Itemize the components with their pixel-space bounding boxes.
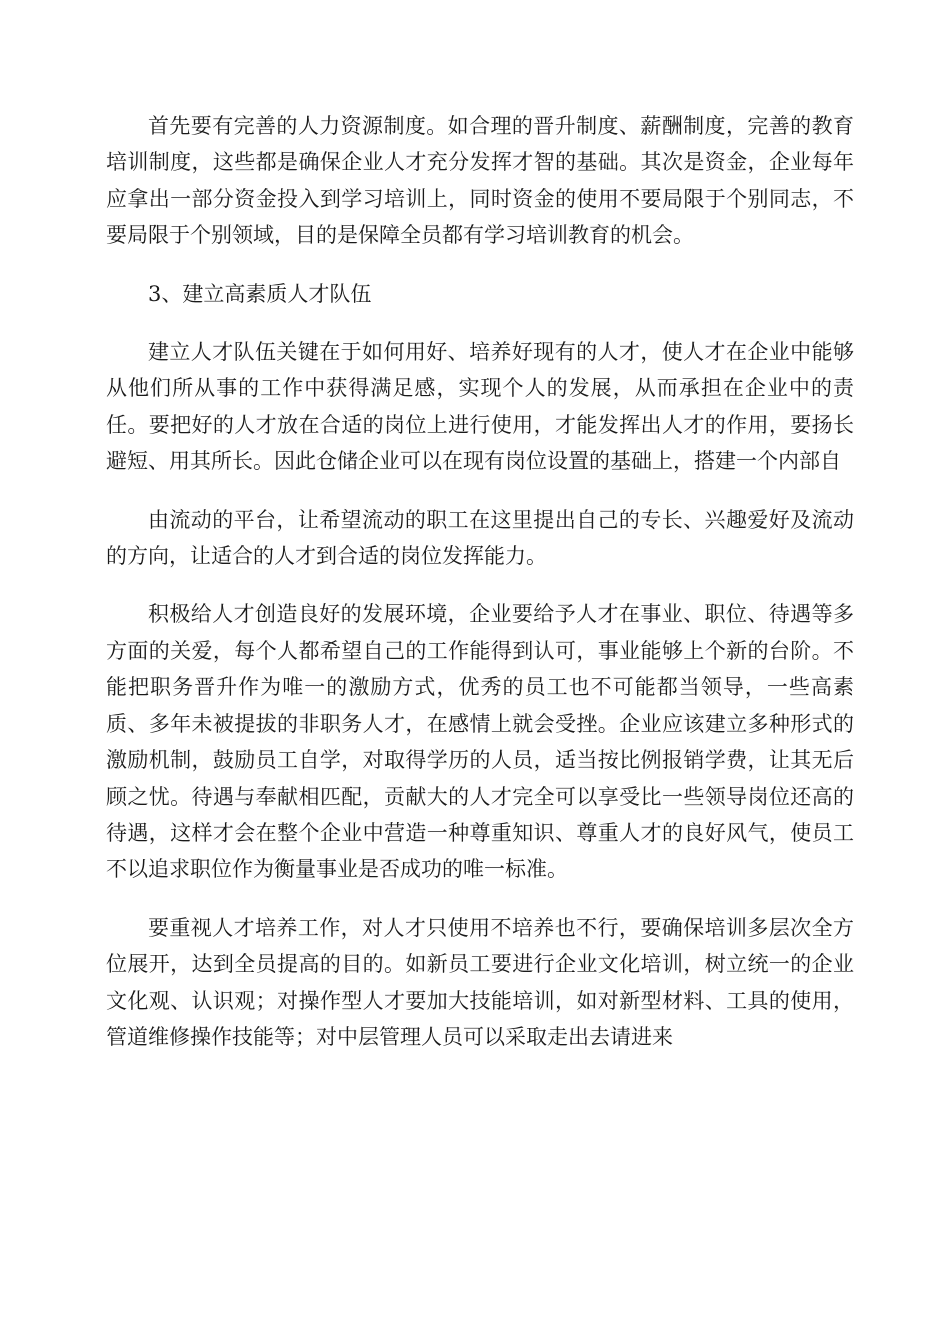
- document-body: [106, 108, 854, 1055]
- paragraph-hr-system: 首先要有完善的人力资源制度。如合理的晋升制度、薪酬制度，完善的教育培训制度，这些都是确保企业人才充分发挥才智的基础。其次是资金，企业每年应拿出一部分资金投入到学习培训上，同时资金的使用不要局限于个别同志，不要局限于个别领域，目的是保障全员都有学习培训教育的机会。: [106, 114, 854, 248]
- paragraph-gap: [106, 480, 854, 502]
- paragraph-talent-team: 建立人才队伍关键在于如何用好、培养好现有的人才，使人才在企业中能够从他们所从事的工作中获得满足感，实现个人的发展，从而承担在企业中的责任。要把好的人才放在合适的岗位上进行使用，才能发挥出人才的作用，要扬长避短、用其所长。因此仓储企业可以在现有岗位设置的基础上，搭建一个内部自: [106, 340, 854, 474]
- paragraph-gap: [106, 312, 854, 334]
- paragraph-environment: 积极给人才创造良好的发展环境，企业要给予人才在事业、职位、待遇等多方面的关爱，每个人都希望自己的工作能得到认可，事业能够上个新的台阶。不能把职务晋升作为唯一的激励方式，优秀的员工也不可能都当领导，一些高素质、多年未被提拔的非职务人才，在感情上就会受挫。企业应该建立多种形式的激励机制，鼓励员工自学，对取得学历的人员，适当按比例报销学费，让其无后顾之忧。待遇与奉献相匹配，贡献大的人才完全可以享受比一些领导岗位还高的待遇，这样才会在整个企业中营造一种尊重知识、尊重人才的良好风气，使员工不以追求职位作为衡量事业是否成功的唯一标准。: [106, 602, 854, 882]
- paragraph-gap: [106, 574, 854, 596]
- paragraph-training: 要重视人才培养工作，对人才只使用不培养也不行，要确保培训多层次全方位展开，达到全员提高的目的。如新员工要进行企业文化培训，树立统一的企业文化观、认识观；对操作型人才要加大技能培训，如对新型材料、工具的使用，管道维修操作技能等；对中层管理人员可以采取走出去请进来: [106, 915, 854, 1049]
- section-heading: 3、建立高素质人才队伍: [148, 281, 372, 306]
- paragraph-flow-platform: 由流动的平台，让希望流动的职工在这里提出自己的专长、兴趣爱好及流动的方向，让适合的人才到合适的岗位发挥能力。: [106, 507, 854, 569]
- paragraph-gap: [106, 888, 854, 910]
- paragraph-gap: [106, 254, 854, 276]
